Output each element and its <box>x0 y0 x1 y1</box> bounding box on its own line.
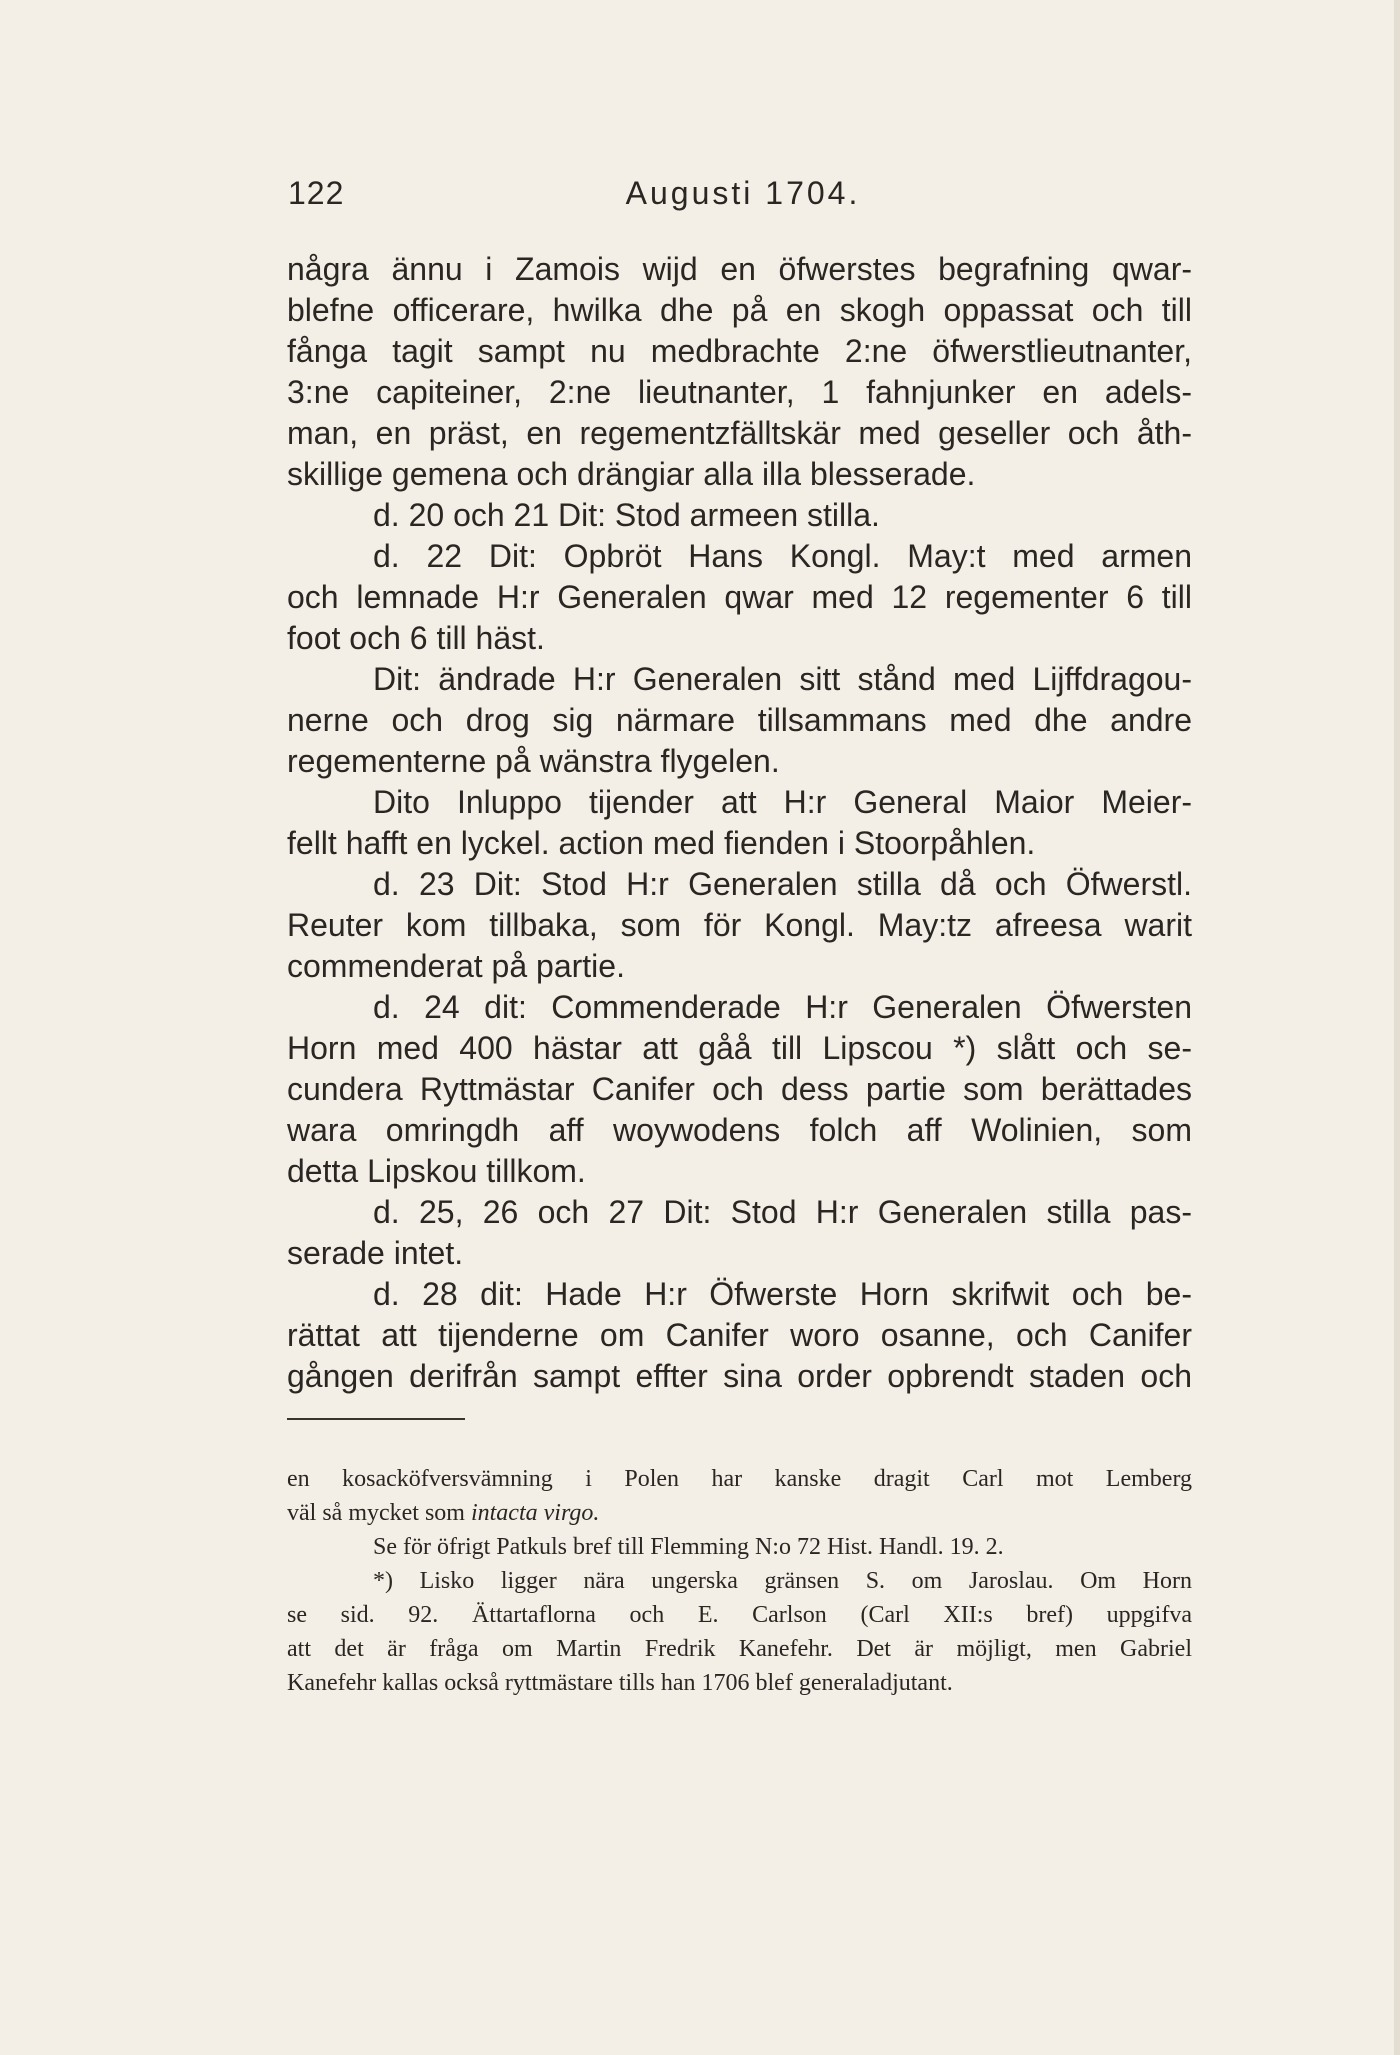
text-line: Dito Inluppo tijender att H:r General Maior Meier- <box>373 784 1192 820</box>
footnote-line: *) Lisko ligger nära ungerska gränsen S. om Jaroslau. Om Horn <box>373 1568 1192 1594</box>
footnote-line: Kanefehr kallas också ryttmästare tills han 1706 blef generaladjutant. <box>287 1670 953 1696</box>
running-title: Augusti 1704. <box>625 175 861 211</box>
text-line: commenderat på partie. <box>287 948 625 984</box>
text-line: Horn med 400 hästar att gåå till Lipscou *) slått och se- <box>287 1030 1192 1066</box>
text-line: d. 28 dit: Hade H:r Öfwerste Horn skrifwit och be- <box>373 1276 1192 1312</box>
text-line: man, en präst, en regementzfälltskär med geseller och åth- <box>287 415 1192 451</box>
text-line: d. 20 och 21 Dit: Stod armeen stilla. <box>373 497 880 533</box>
text-line: cundera Ryttmästar Canifer och dess partie som berättades <box>287 1071 1192 1107</box>
text-line: gången derifrån sampt effter sina order opbrendt staden och <box>287 1358 1192 1394</box>
text-line: d. 24 dit: Commenderade H:r Generalen Öfwersten <box>373 989 1192 1025</box>
footnote-text: väl så mycket som <box>287 1500 471 1526</box>
text-line: d. 23 Dit: Stod H:r Generalen stilla då och Öfwerstl. <box>373 866 1192 902</box>
text-line: blefne officerare, hwilka dhe på en skogh oppassat och till <box>287 292 1192 328</box>
footnote-line: Se för öfrigt Patkuls bref till Flemming N:o 72 Hist. Handl. 19. 2. <box>373 1534 1004 1560</box>
text-line: fellt hafft en lyckel. action med fienden i Stoorpåhlen. <box>287 825 1036 861</box>
text-line: wara omringdh aff woywodens folch aff Wolinien, som <box>287 1112 1192 1148</box>
text-line: Dit: ändrade H:r Generalen sitt stånd med Lijffdragou- <box>373 661 1192 697</box>
page-edge <box>1394 0 1400 2055</box>
text-line: skillige gemena och drängiar alla illa blesserade. <box>287 456 976 492</box>
footnote-line: att det är fråga om Martin Fredrik Kanefehr. Det är möjligt, men Gabriel <box>287 1636 1192 1662</box>
footnote-line: en kosacköfversvämning i Polen har kanske dragit Carl mot Lemberg <box>287 1466 1192 1492</box>
footnote-line <box>287 1496 1192 1530</box>
text-line: serade intet. <box>287 1235 464 1271</box>
text-line: detta Lipskou tillkom. <box>287 1153 586 1189</box>
text-line: nerne och drog sig närmare tillsammans med dhe andre <box>287 702 1192 738</box>
footnote-divider <box>287 1418 465 1420</box>
text-line: rättat att tijenderne om Canifer woro osanne, och Canifer <box>287 1317 1192 1353</box>
text-line: och lemnade H:r Generalen qwar med 12 regementer 6 till <box>287 579 1192 615</box>
text-line: Reuter kom tillbaka, som för Kongl. May:tz afreesa warit <box>287 907 1192 943</box>
footnote-line: se sid. 92. Ättartaflorna och E. Carlson (Carl XII:s bref) uppgifva <box>287 1602 1192 1628</box>
page-number: 122 <box>288 175 345 211</box>
main-text <box>287 249 1192 1397</box>
text-line: regementerne på wänstra flygelen. <box>287 743 780 779</box>
footnote-italic-text: intacta virgo. <box>470 1500 600 1526</box>
text-line: d. 25, 26 och 27 Dit: Stod H:r Generalen stilla pas- <box>373 1194 1192 1230</box>
text-line: fånga tagit sampt nu medbrachte 2:ne öfwerstlieutnanter, <box>287 333 1192 369</box>
text-line: 3:ne capiteiner, 2:ne lieutnanter, 1 fahnjunker en adels- <box>287 374 1192 410</box>
text-line: d. 22 Dit: Opbröt Hans Kongl. May:t med armen <box>373 538 1192 574</box>
text-line: några ännu i Zamois wijd en öfwerstes begrafning qwar- <box>287 251 1192 287</box>
text-line: foot och 6 till häst. <box>287 620 545 656</box>
page-header <box>288 175 1198 215</box>
footnotes <box>287 1462 1192 1700</box>
